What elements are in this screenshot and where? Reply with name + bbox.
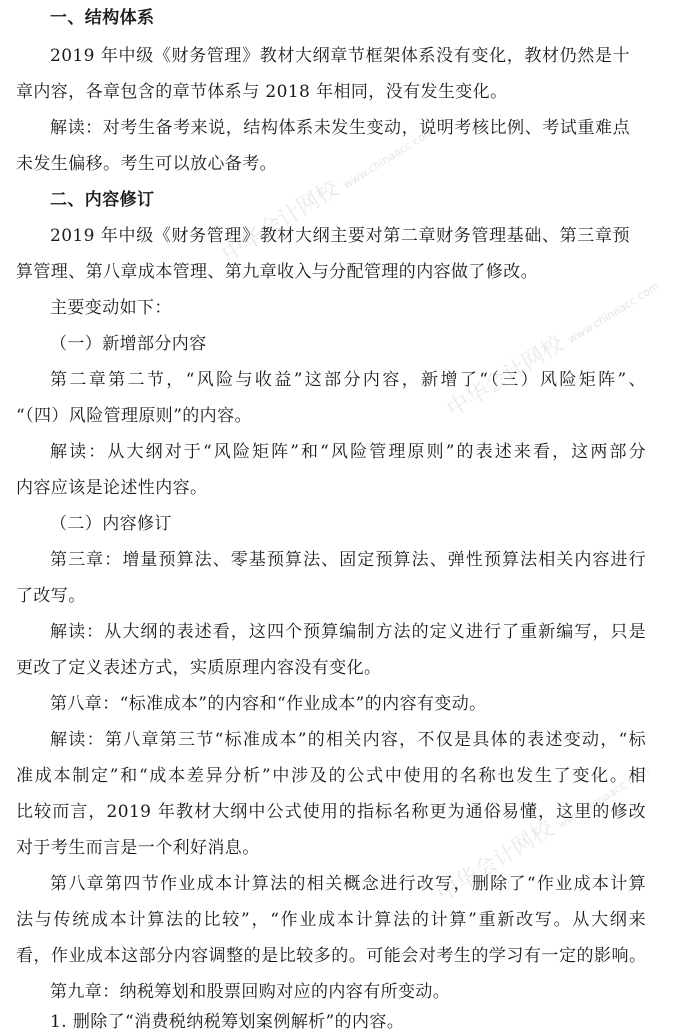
section-heading-revision: 二、内容修订 (50, 190, 155, 210)
paragraph-line: 算管理、第八章成本管理、第九章收入与分配管理的内容做了修改。 (16, 262, 538, 282)
subsection-heading: （二）内容修订 (50, 514, 172, 534)
paragraph-line: 解读：第八章第三节“标准成本”的相关内容，不仅是具体的表述变动，“标 (50, 730, 646, 750)
paragraph-line: 更改了定义表述方式，实质原理内容没有变化。 (16, 658, 382, 678)
paragraph-line: 主要变动如下： (50, 298, 172, 318)
paragraph-line: 看，作业成本这部分内容调整的是比较多的。可能会对考生的学习有一定的影响。 (16, 946, 646, 966)
paragraph-line: 了改写。 (16, 586, 86, 606)
watermark-logo: 中华会计网校 www.chinaacc.com (432, 764, 652, 908)
paragraph-line: 解读：从大纲对于“风险矩阵”和“风险管理原则”的表述来看，这两部分 (50, 442, 646, 462)
paragraph-line: 2019 年中级《财务管理》教材大纲章节框架体系没有变化，教材仍然是十 (50, 46, 630, 66)
paragraph-line: 章内容，各章包含的章节体系与 2018 年相同，没有发生变化。 (16, 82, 508, 102)
paragraph-line: 未发生偏移。考生可以放心备考。 (16, 154, 277, 174)
paragraph-line: 解读：从大纲的表述看，这四个预算编制方法的定义进行了重新编写，只是 (50, 622, 646, 642)
paragraph-line: “（四）风险管理原则”的内容。 (16, 406, 252, 426)
paragraph-line: 法与传统成本计算法的比较”，“作业成本计算法的计算”重新改写。从大纲来 (16, 910, 646, 930)
subsection-heading: （一）新增部分内容 (50, 334, 207, 354)
watermark-logo: 中华会计网校 www.chinaacc.com (217, 124, 437, 268)
paragraph-line: 准成本制定”和“成本差异分析”中涉及的公式中使用的名称也发生了变化。相 (16, 766, 646, 786)
paragraph-line: 比较而言，2019 年教材大纲中公式使用的指标名称更为通俗易懂，这里的修改 (16, 802, 646, 822)
paragraph-line: 第八章第四节作业成本计算法的相关概念进行改写，删除了“作业成本计算 (50, 874, 646, 894)
watermark-logo: 中华会计网校 www.chinaacc.com (442, 279, 662, 423)
paragraph-line: 第八章：“标准成本”的内容和“作业成本”的内容有变动。 (50, 694, 487, 714)
paragraph-line: 解读：对考生备考来说，结构体系未发生变动，说明考核比例、考试重难点 (50, 118, 630, 138)
paragraph-line: 第九章：纳税筹划和股票回购对应的内容有所变动。 (50, 982, 451, 1002)
paragraph-line: 内容应该是论述性内容。 (16, 478, 208, 498)
section-heading-structure: 一、结构体系 (50, 8, 155, 28)
paragraph-line: 2019 年中级《财务管理》教材大纲主要对第二章财务管理基础、第三章预 (50, 226, 630, 246)
list-item: 1. 删除了“消费税纳税筹划案例解析”的内容。 (50, 1012, 405, 1032)
paragraph-line: 第三章：增量预算法、零基预算法、固定预算法、弹性预算法相关内容进行 (50, 550, 646, 570)
paragraph-line: 第二章第二节，“风险与收益”这部分内容，新增了“（三）风险矩阵”、 (50, 370, 646, 390)
paragraph-line: 对于考生而言是一个利好消息。 (16, 838, 260, 858)
